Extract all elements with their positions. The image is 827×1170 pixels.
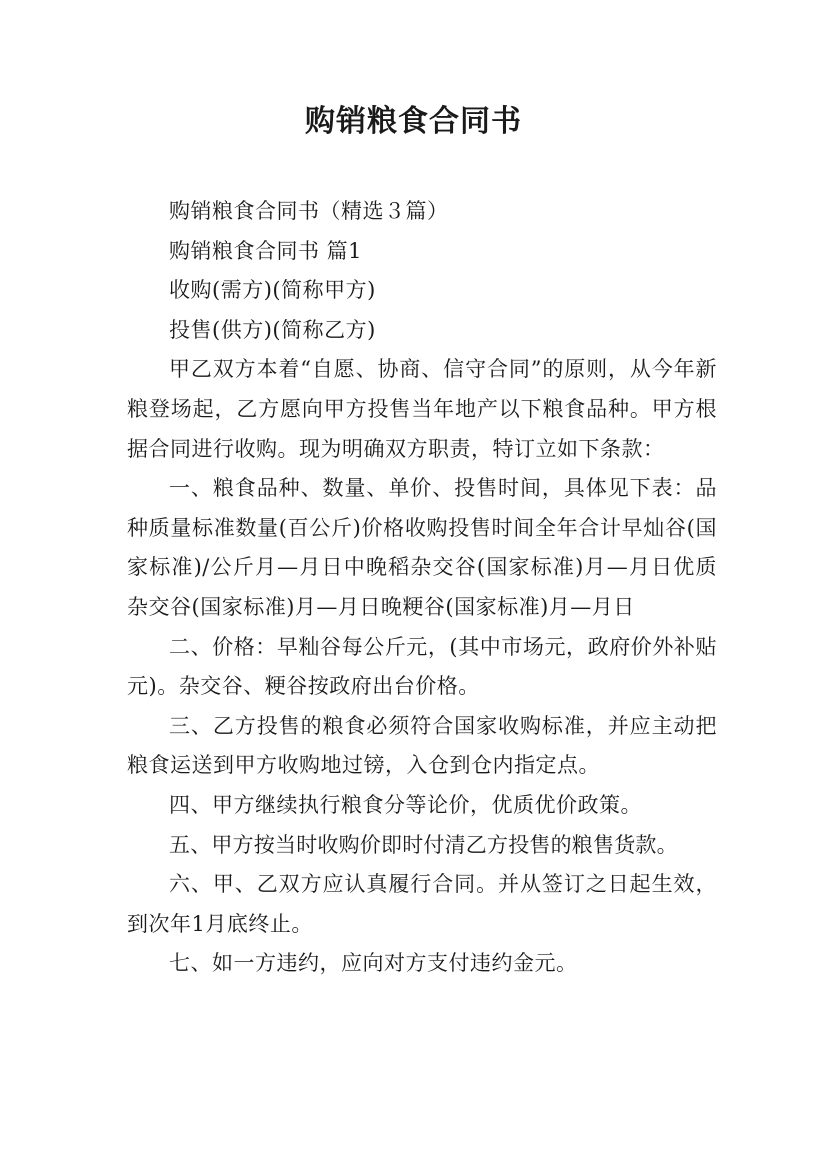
- paragraph-clause-3: 三、乙方投售的粮食必须符合国家收购标准，并应主动把粮食运送到甲方收购地过镑，入仓到仓内指定点。: [127, 713, 717, 778]
- paragraph-subtitle: 购销粮食合同书（精选３篇）: [169, 199, 449, 223]
- paragraph-preamble: 甲乙双方本着“自愿、协商、信守合同”的原则，从今年新粮登场起，乙方愿向甲方投售当年地产以下粮食品种。甲方根据合同进行收购。现为明确双方职责，特订立如下条款：: [127, 357, 717, 461]
- paragraph-clause-7: 七、如一方违约，应向对方支付违约金元。: [169, 951, 578, 976]
- paragraph-buyer: 收购(需方)(简称甲方): [169, 278, 376, 303]
- paragraph-section-heading: 购销粮食合同书 篇1: [169, 238, 363, 263]
- paragraph-clause-4: 四、甲方继续执行粮食分等论价，优质优价政策。: [169, 792, 642, 817]
- paragraph-clause-1: 一、粮食品种、数量、单价、投售时间，具体见下表：品种质量标准数量(百公斤)价格收购投售时间全年合计早灿谷(国家标准)/公斤月—月日中晚稻杂交谷(国家标准)月—月日优质杂交谷(国家标准)月—月日晚粳谷(国家标准)月—月日: [127, 476, 717, 619]
- document-body: [127, 192, 717, 984]
- paragraph-clause-2: 二、价格：早籼谷每公斤元，(其中市场元，政府价外补贴元)。杂交谷、粳谷按政府出台价格。: [127, 634, 717, 699]
- paragraph-clause-5: 五、甲方按当时收购价即时付清乙方投售的粮售货款。: [169, 832, 678, 857]
- document-title: 购销粮食合同书: [305, 104, 522, 139]
- paragraph-seller: 投售(供方)(简称乙方): [169, 317, 376, 342]
- paragraph-clause-6: 六、甲、乙双方应认真履行合同。并从签订之日起生效，到次年1月底终止。: [127, 872, 717, 936]
